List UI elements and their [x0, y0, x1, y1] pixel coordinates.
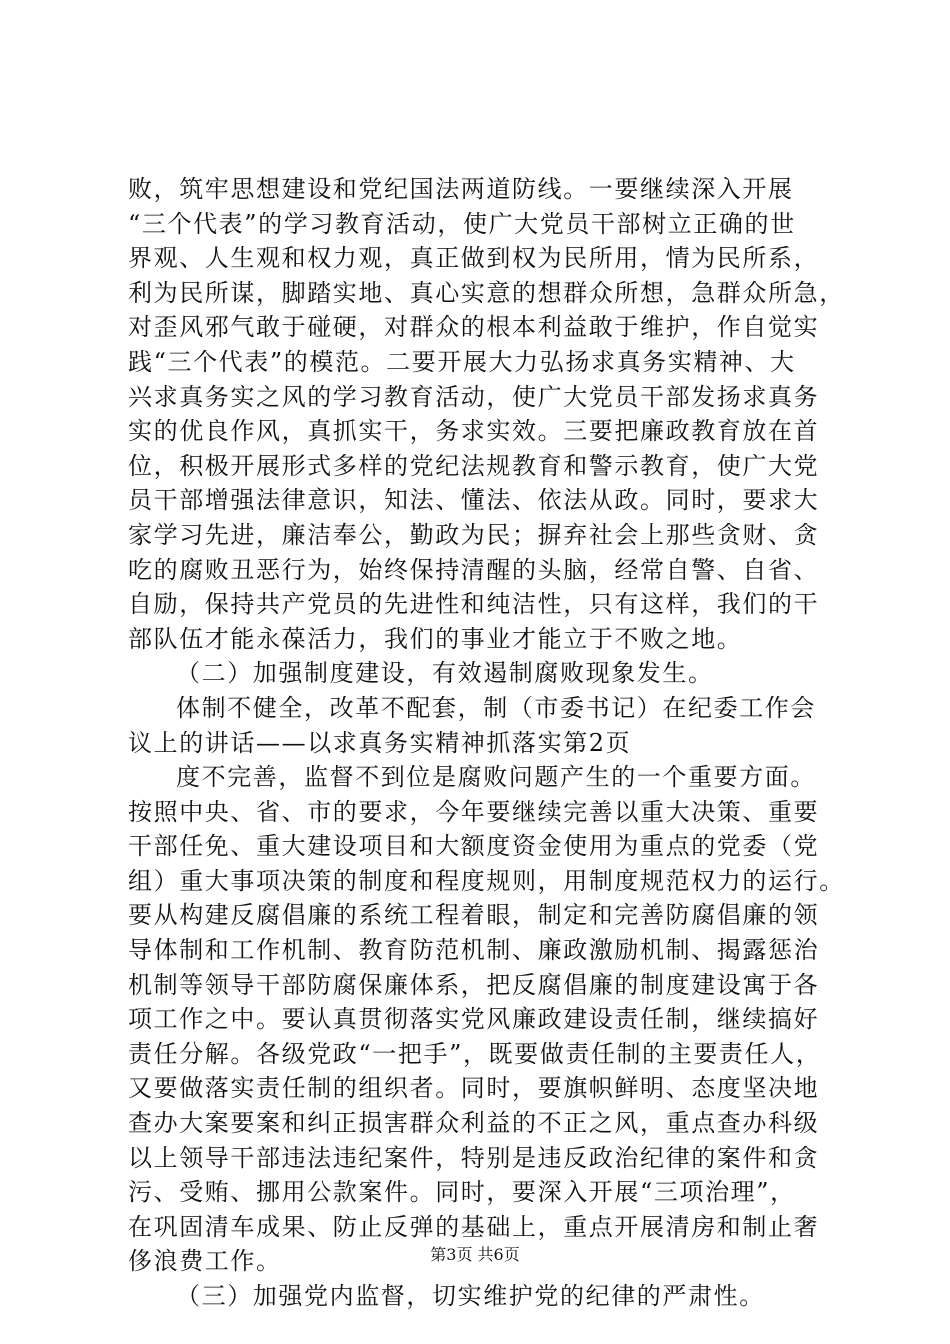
text-line: 干部任免、重大建设项目和大额度资金使用为重点的党委（党	[128, 832, 820, 861]
text-line: 家学习先进，廉洁奉公，勤政为民；摒弃社会上那些贪财、贪	[128, 520, 820, 549]
text-line: 以上领导干部违法违纪案件，特别是违反政治纪律的案件和贪	[128, 1143, 820, 1172]
text-line: 兴求真务实之风的学习教育活动，使广大党员干部发扬求真务	[128, 382, 820, 411]
text-line: 项工作之中。要认真贯彻落实党风廉政建设责任制，继续搞好	[128, 1005, 820, 1034]
text-line: 侈浪费工作。	[128, 1247, 282, 1276]
text-line: 机制等领导干部防腐保廉体系，把反腐倡廉的制度建设寓于各	[128, 970, 820, 999]
text-line: 在巩固清车成果、防止反弹的基础上，重点开展清房和制止奢	[128, 1212, 820, 1241]
text-line: 界观、人生观和权力观，真正做到权为民所用，情为民所系，	[128, 244, 820, 273]
text-line: 吃的腐败丑恶行为，始终保持清醒的头脑，经常自警、自省、	[128, 555, 820, 584]
text-line: 对歪风邪气敢于碰硬，对群众的根本利益敢于维护，作自觉实	[128, 313, 820, 342]
text-line: 体制不健全，改革不配套，制（市委书记）在纪委工作会	[176, 693, 816, 722]
text-line: 又要做落实责任制的组织者。同时，要旗帜鲜明、态度坚决地	[128, 1074, 820, 1103]
text-line: 员干部增强法律意识，知法、懂法、依法从政。同时，要求大	[128, 486, 820, 515]
page-footer: 第3页 共6页	[430, 1245, 520, 1264]
text-line: 要从构建反腐倡廉的系统工程着眼，制定和完善防腐倡廉的领	[128, 901, 820, 930]
text-line: 度不完善，监督不到位是腐败问题产生的一个重要方面。	[176, 763, 816, 792]
text-line: 利为民所谋，脚踏实地、真心实意的想群众所想，急群众所急，	[128, 278, 845, 307]
text-line: 污、受贿、挪用公款案件。同时，要深入开展“三项治理”，	[128, 1178, 796, 1207]
section-heading-3: （三）加强党内监督，切实维护党的纪律的严肃性。	[176, 1282, 765, 1310]
text-line: 位，积极开展形式多样的党纪法规教育和警示教育，使广大党	[128, 451, 820, 480]
section-heading-2: （二）加强制度建设，有效遏制腐败现象发生。	[176, 659, 714, 688]
document-body	[128, 172, 848, 1314]
text-line: 查办大案要案和纠正损害群众利益的不正之风，重点查办科级	[128, 1109, 820, 1138]
text-line: 按照中央、省、市的要求，今年要继续完善以重大决策、重要	[128, 797, 820, 826]
text-line: 议上的讲话——以求真务实精神抓落实第2页	[128, 728, 632, 757]
text-line: “三个代表”的学习教育活动，使广大党员干部树立正确的世	[128, 209, 796, 238]
text-line: 部队伍才能永葆活力，我们的事业才能立于不败之地。	[128, 624, 743, 653]
text-line: 自励，保持共产党员的先进性和纯洁性，只有这样，我们的干	[128, 590, 820, 619]
text-line: 践“三个代表”的模范。二要开展大力弘扬求真务实精神、大	[128, 347, 796, 376]
text-line: 实的优良作风，真抓实干，务求实效。三要把廉政教育放在首	[128, 417, 820, 446]
text-line: 导体制和工作机制、教育防范机制、廉政激励机制、揭露惩治	[128, 936, 820, 965]
text-line: 组）重大事项决策的制度和程度规则，用制度规范权力的运行。	[128, 866, 845, 895]
text-line: 责任分解。各级党政“一把手”，既要做责任制的主要责任人，	[128, 1039, 822, 1068]
text-line: 败，筑牢思想建设和党纪国法两道防线。一要继续深入开展	[128, 175, 794, 203]
